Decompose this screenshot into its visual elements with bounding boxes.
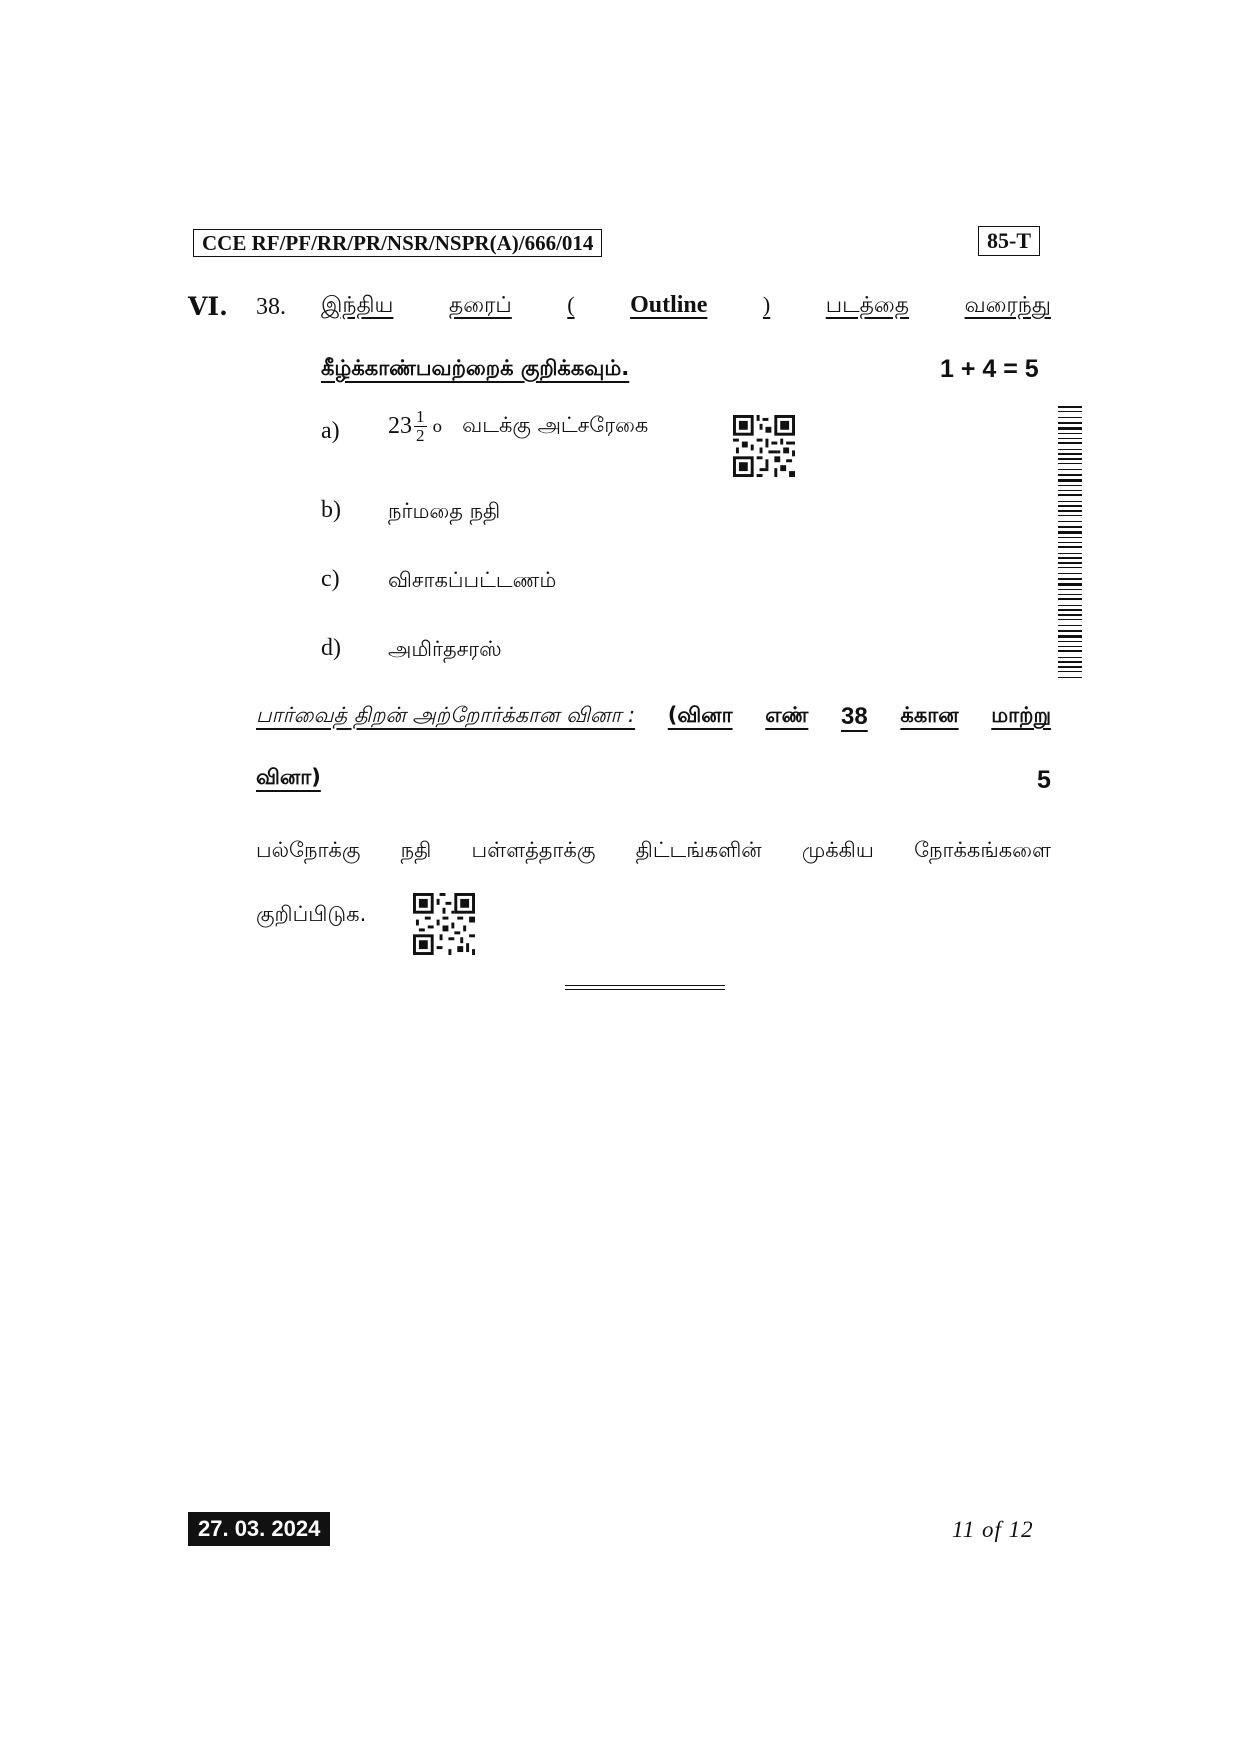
- alternative-question-word: நதி: [400, 838, 432, 862]
- question-word: வரைந்து: [964, 292, 1051, 317]
- option-a-content: [388, 408, 648, 445]
- question-line-1: [321, 292, 1051, 321]
- option-c-label: c): [321, 566, 340, 592]
- question-word: தரைப்: [448, 292, 512, 317]
- alternative-heading-italic: பார்வைத் திறன் அற்றோர்க்கான வினா :: [256, 703, 636, 727]
- alternative-heading-line-2: வினா): [256, 765, 321, 789]
- option-d-label: d): [321, 635, 341, 661]
- question-line-2: கீழ்க்காண்பவற்றைக் குறிக்கவும்.: [321, 356, 630, 380]
- alternative-question-word: நோக்கங்களை: [914, 838, 1051, 862]
- option-d-text: அமிர்தசரஸ்: [388, 637, 502, 661]
- paper-code-box: 85-T: [978, 226, 1040, 256]
- alternative-heading-word: (வினா: [667, 703, 733, 727]
- fraction-denominator: 2: [416, 426, 425, 445]
- alternative-heading-word: மாற்று: [991, 703, 1051, 727]
- exam-code-box: CCE RF/PF/RR/PR/NSR/NSPR(A)/666/014: [193, 229, 602, 257]
- option-a-label: a): [321, 418, 340, 444]
- degree-fraction: [414, 408, 427, 445]
- alternative-heading-word: க்கான: [900, 703, 959, 727]
- question-word: இந்திய: [321, 292, 394, 317]
- barcode-icon: [1058, 406, 1082, 682]
- alternative-marks: 5: [1037, 766, 1051, 794]
- alternative-heading-word: எண்: [765, 703, 809, 727]
- end-of-questions-rule: [565, 985, 725, 990]
- alternative-question-line-2: குறிப்பிடுக.: [256, 902, 367, 926]
- question-word: ): [762, 292, 771, 317]
- option-b-text: நர்மதை நதி: [388, 499, 501, 523]
- qr-code-icon: [733, 415, 795, 477]
- alternative-heading-number: 38: [841, 703, 868, 730]
- alternative-question-word: முக்கிய: [801, 838, 874, 862]
- qr-code-icon: [413, 893, 475, 955]
- fraction-numerator: 1: [416, 407, 425, 426]
- question-word: (: [567, 292, 575, 317]
- degree-symbol: o: [432, 417, 443, 436]
- option-b-label: b): [321, 497, 341, 523]
- degree-whole: 23: [388, 413, 412, 439]
- alternative-question-line-1: [256, 838, 1051, 865]
- alternative-question-word: பள்ளத்தாக்கு: [471, 838, 596, 862]
- section-number: VI.: [188, 292, 228, 321]
- exam-date-badge: 27. 03. 2024: [188, 1512, 330, 1546]
- question-marks: 1 + 4 = 5: [940, 355, 1039, 383]
- question-number: 38.: [256, 294, 286, 320]
- alternative-heading-line-1: [256, 703, 1051, 731]
- option-c-text: விசாகப்பட்டணம்: [388, 568, 557, 592]
- question-word-outline: Outline: [630, 292, 708, 318]
- alternative-question-word: பல்நோக்கு: [256, 838, 361, 862]
- option-a-text: வடக்கு அட்சரேகை: [462, 413, 649, 437]
- page-number: 11 of 12: [952, 1517, 1034, 1542]
- question-word: படத்தை: [825, 292, 910, 317]
- alternative-question-word: திட்டங்களின்: [635, 838, 762, 862]
